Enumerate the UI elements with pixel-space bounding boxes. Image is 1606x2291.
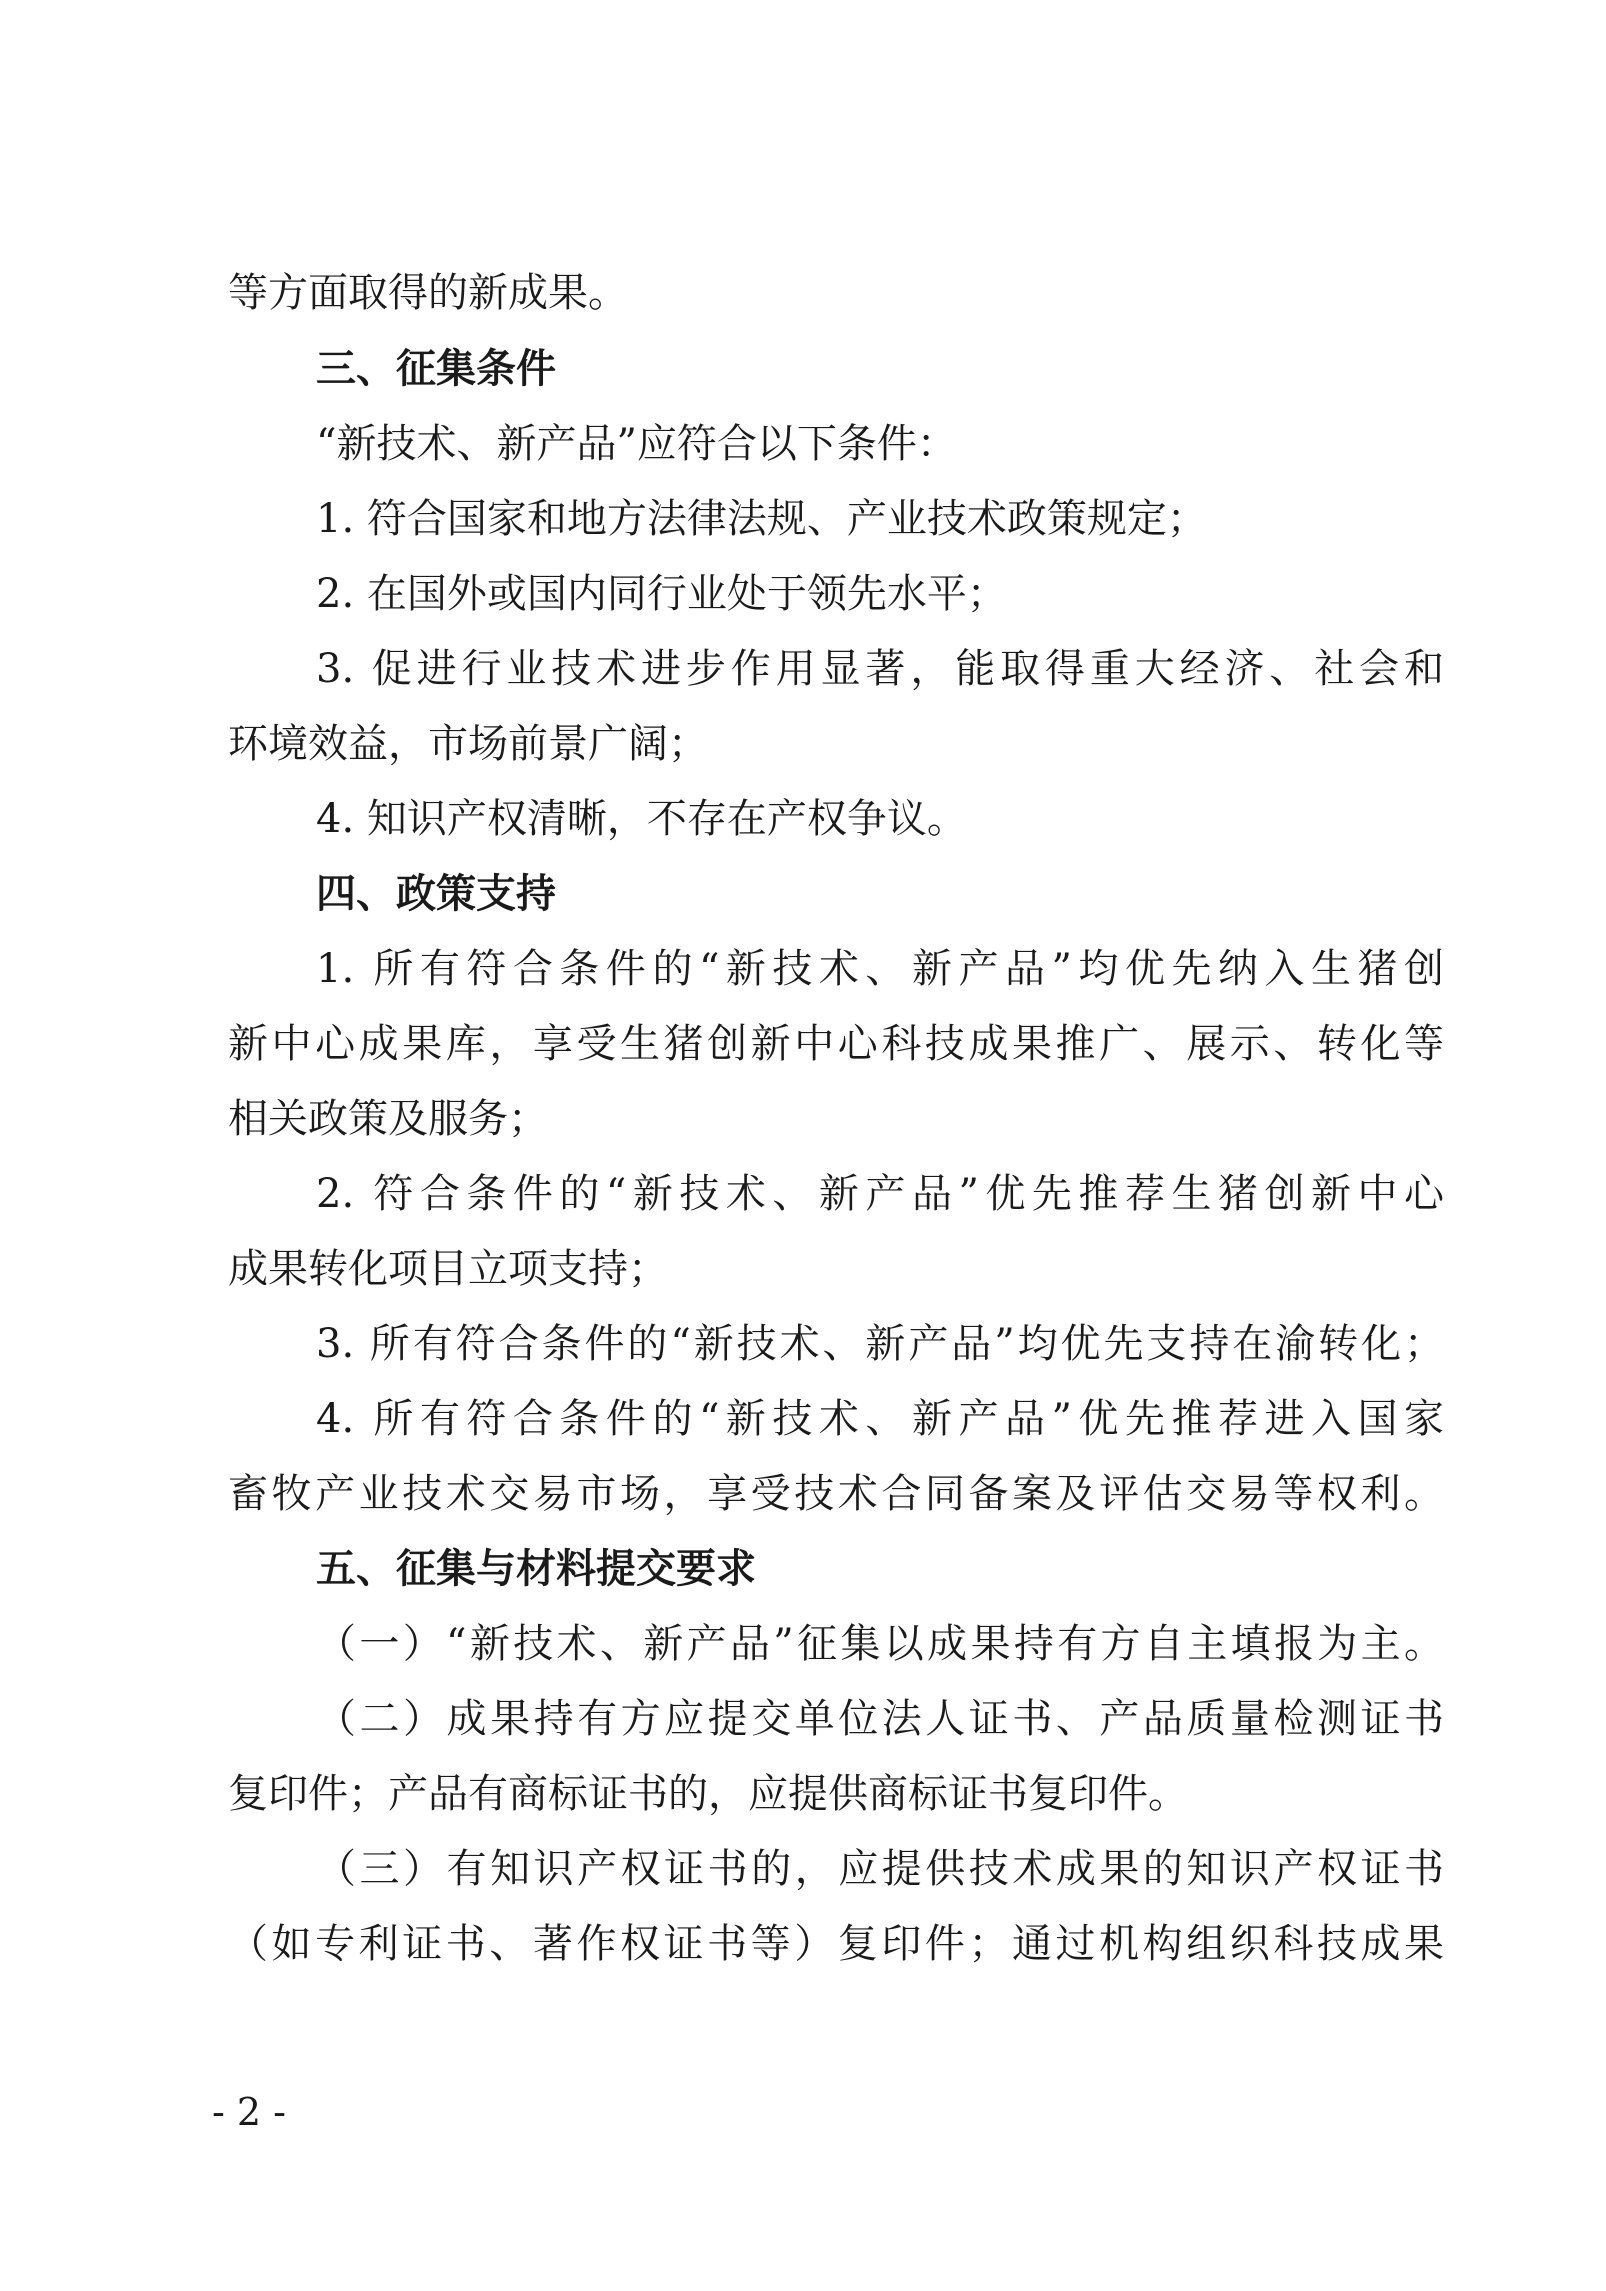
- text-line: 相关政策及服务；: [228, 1096, 548, 1142]
- list-item: 2. 符合条件的“新技术、新产品”优先推荐生猪创新中心: [316, 1171, 1444, 1217]
- text-line: 复印件；产品有商标证书的，应提供商标证书复印件。: [228, 1771, 1188, 1817]
- section-heading-5: 五、征集与材料提交要求: [316, 1546, 756, 1592]
- list-item: 1. 所有符合条件的“新技术、新产品”均优先纳入生猪创: [316, 946, 1444, 992]
- text-line: “新技术、新产品”应符合以下条件：: [316, 421, 957, 467]
- list-item: 1. 符合国家和地方法律法规、产业技术政策规定；: [316, 496, 1207, 542]
- section-heading-4: 四、政策支持: [316, 871, 556, 917]
- list-item: 3. 促进行业技术进步作用显著，能取得重大经济、社会和: [316, 646, 1444, 692]
- text-line: 成果转化项目立项支持；: [228, 1246, 668, 1292]
- page-number: - 2 -: [212, 2090, 287, 2134]
- text-line: 畜牧产业技术交易市场，享受技术合同备案及评估交易等权利。: [228, 1471, 1444, 1517]
- text-line: （如专利证书、著作权证书等）复印件；通过机构组织科技成果: [228, 1921, 1444, 1967]
- list-item: （一）“新技术、新产品”征集以成果持有方自主填报为主。: [316, 1621, 1444, 1667]
- text-line: 等方面取得的新成果。: [228, 270, 628, 316]
- list-item: 2. 在国外或国内同行业处于领先水平；: [316, 571, 1007, 617]
- list-item: 3. 所有符合条件的“新技术、新产品”均优先支持在渝转化；: [316, 1321, 1444, 1367]
- list-item: 4. 所有符合条件的“新技术、新产品”优先推荐进入国家: [316, 1396, 1444, 1442]
- text-line: 环境效益，市场前景广阔；: [228, 721, 708, 767]
- list-item: （三）有知识产权证书的，应提供技术成果的知识产权证书: [316, 1846, 1444, 1892]
- section-heading-3: 三、征集条件: [316, 346, 556, 392]
- text-line: 新中心成果库，享受生猪创新中心科技成果推广、展示、转化等: [228, 1021, 1444, 1067]
- list-item: （二）成果持有方应提交单位法人证书、产品质量检测证书: [316, 1696, 1444, 1742]
- list-item: 4. 知识产权清晰，不存在产权争议。: [316, 796, 967, 842]
